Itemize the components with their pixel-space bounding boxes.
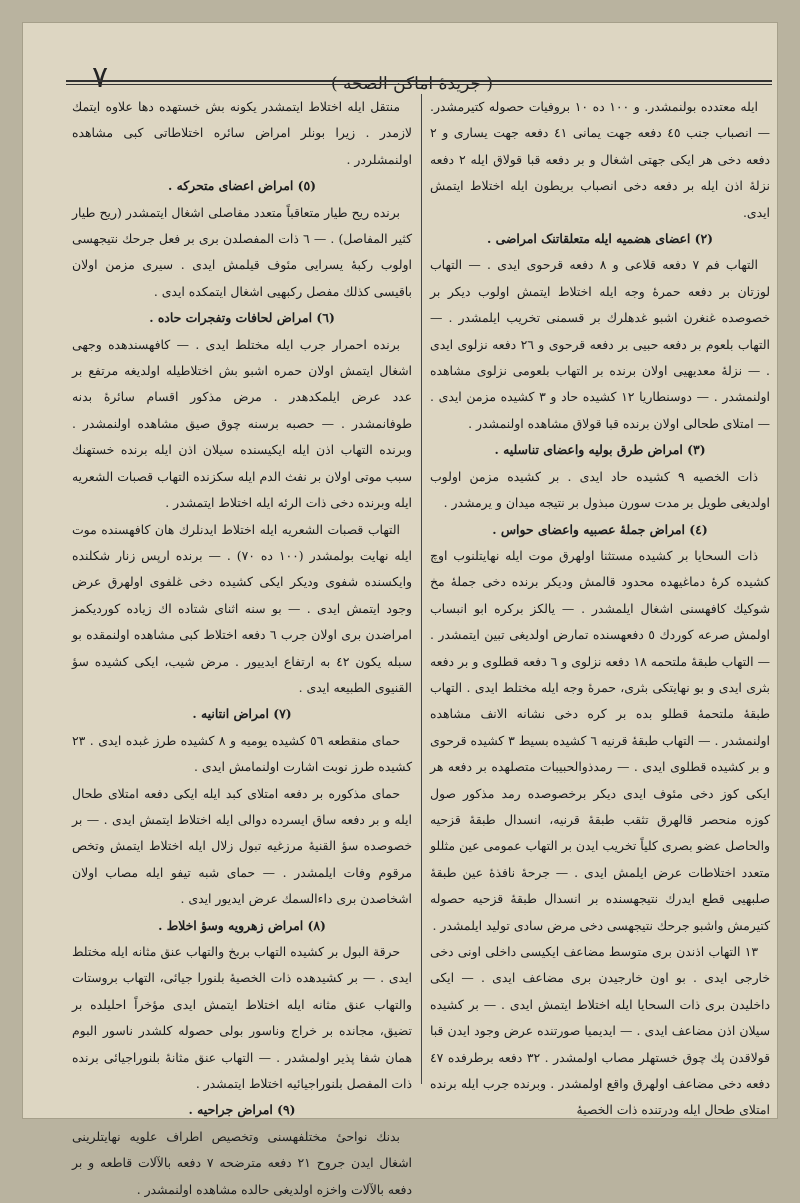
body-paragraph: حمای مذکوره بر دفعه امتلای کبد ایله ایکی دفعه امتلای طحال ایله و بر دفعه ساق ایسرده دوالی ایله اختلاط ایتمش ایدی . — بر خصوصده سؤ القنیهٔ مرزغیه تبول زلال ایله اختلاط ایتمش وتخص مرقوم وفات ایلمشدر . — حمای شبه تیفو ایله مصاب اولان اشخاصدن بری داءالسمك عرض ایدیور ایدی . (72, 785, 412, 907)
right-column (430, 94, 771, 1118)
header-rule (66, 80, 772, 85)
body-paragraph: ۱۳ التهاب اذندن بری متوسط مضاعف ایکیسی داخلی اونی دخی خارجی ایدی . بو اون خارجیدن بری مضاعف ایدی . — ایکی داخلیدن بری ذات السحایا ایله اختلاط ایتمش ایدی . — بر کشیده سیلان اذن مضاعف ایدی . — ایدیمیا صورتنده عرض وجود ایدن قبا قولاقدن پك چوق خستهلر مصاب اولمشدر . ۳۲ دفعه برطرفده ٤٧ دفعه دخی مضاعف اولهرق واقع اولمشدر . وبرنده جرب ایله برنده امتلای طحال ایله ودرتنده ذات الخصیهٔ (430, 944, 770, 1118)
body-paragraph: برنده احمرار جرب ایله مختلط ایدی . — کافهسندهده وجهی اشغال ایتمش اولان حمره اشبو بش اختلاطیله اولدیغه مرتفع بر عدد عرض ایلمکدهدر . مرض مذکور اقسام سائرهٔ بدنه طوفانمشدر . — حصبه برسنه چوق صیق مشاهده اولنمشدر . وبرنده التهاب اذن ایله ایکیسنده سیلان اذن ایله برنده خستهنك سبب موتی اولان بر نفث الدم ایله سکزنده التهاب قصبات الشعریه ایله وبرنده دخی ذات الرئه ایله اختلاط ایتمشدر . (72, 336, 412, 511)
left-column (72, 94, 413, 1197)
body-paragraph: ذات السحایا بر کشیده مستثنا اولهرق موت ایله نهایتلنوب اوچ کشیده کرهٔ دماغیهده محدود قالمش ودیکر برنده دخی جملهٔ مخ شوکیك کافهسنی اشغال ایلمشدر . — یالکز برکره ابو انبساب اولمش صرعه کوردك ٥ دفعهسنده تمارض اولدیغی تبین ایتمشدر . — التهاب طبقهٔ ملتحمه ۱۸ دفعه نزلوی و ٦ دفعه قطلوی و بر دفعه بثری ایدی و بو نهایتکی بثری، حمرهٔ وجه ایله مختلط ایدی . التهاب طبقهٔ ملتحمهٔ قطلو بده بر کره دخی نشانه الانف مشاهده اولنمشدر . — التهاب طبقهٔ قرنیه ٦ کشیده بسیط ۳ کشیده قرحوی و بر کشیده قطلوی ایدی . — رمدذوالحبیبات متصلهده بر دفعه هر ایکی کوز دخی مئوف ایدی دیکر برخصوصده رمد مذکور صول کوزه منحصر قالهرق تثقب طبقهٔ قرنیه، انسدال طبقهٔ قزحیه والحاصل عضو بصری کلیاً تخریب ایدن بر التهاب عمومی عین مثللو متعدد اختلاطات عرض ایلمش ایدی . — جرحهٔ نافذهٔ عین طبقهٔ صلبهیی قطع ایدرك نتیجهسنده بر انسدال طبقهٔ قزحیه حصوله کتیرمش واشبو جرحك نتیجهسی دخی مرض سادی تولید ایلمشدر . (430, 547, 770, 933)
column-divider (421, 94, 422, 1084)
running-title: ( جريدهٔ اماكن الصحه ) (330, 74, 494, 94)
section-heading: (۹) امراض جراحیه . (188, 1102, 296, 1118)
body-paragraph: برنده ریح طیار متعاقباً متعدد مفاصلی اشغال ایتمشدر (ریح طیار کثیر المفاصل) . — ٦ ذات المفصلدن بری بر فعل جرحك نتیجهسی اولوب رکبهٔ یسرایی مئوف قیلمش ایدی . سیری مزمن اولان باقیسی کذلك مفصل رکبهیی اشغال ایتمکده ایدی . (72, 204, 412, 299)
section-heading: (۷) امراض انتانیه . (192, 706, 292, 722)
section-heading: (٦) امراض لحافات وتفجرات حاده . (149, 310, 335, 326)
body-paragraph: بدنك نواحیٔ مختلفهسنی وتخصیص اطراف علویه نهایتلرینی اشغال ایدن جروح ۲۱ دفعه مترضحه ۷ دفعه بالآلات قاطعه و بر دفعه بالآلات واخزه اولدیغی حالده مشاهده اولنمشدر . (72, 1128, 412, 1197)
section-heading: (۲) اعضای هضمیه ایله متعلقاتنک امراضی . (486, 231, 714, 247)
page-number: ٧ (92, 60, 109, 95)
section-heading: (٥) امراض اعضای متحرکه . (167, 178, 317, 194)
body-paragraph: التهاب قصبات الشعریه ایله اختلاط ایدنلرك هان کافهسنده موت ایله نهایت بولمشدر (۱۰۰ ده ۷۰) . — برنده ارپس زنار شکلنده وایکسنده شفوی ودیکر ایکی کشیده دخی غلفوی اولهرق عرض وجود ایتمش ایدی . — بو سنه اثنای شتاده اك زیاده کوردیکمز امراضدن بری اولان جرب ٦ دفعه اختلاط کبی مشاهده اولنمقده بو سبله یکون ٤٢ به ارتفاع ایدییور . مرض شیب، ایکی کشیده سؤ القنیوی الطبیعه ایدی . (72, 521, 413, 695)
body-paragraph: التهاب فم ۷ دفعه قلاعی و ۸ دفعه قرحوی ایدی . — التهاب لوزتان بر دفعه حمرهٔ وجه ایله اختلاط ایتمش اولوب دیکر بر خصوصده غنغرن اشبو غدهلرك بر قسمنی تخریب ایلمشدر . — التهاب بلعوم بر دفعه حبیی بر دفعه قرحوی و ۲٦ دفعه نزلوی ایدی . — نزلهٔ معدیهیی اولان برنده بر التهاب بلعومی نزلوی مشاهده اولنمشدر . — دوسنطاریا ۱۲ کشیده حاد و ۳ کشیده مزمن ایدی . — امتلای طحالی اولان برنده قبا قولاق مشاهده اولنمشدر . (430, 257, 770, 431)
body-paragraph: ایله معتدده بولنمشدر. و ۱۰۰ ده ۱۰ بروفیات حصوله کتیرمشدر. — انصباب جنب ٤٥ دفعه جهت یمانی ٤١ دفعه جهت یساری و ۲ دفعه دخی هر ایکی جهتی اشغال و بر دفعه قبا قولاق ایله ۲ دفعه نزلهٔ اذن ایله بر دفعه دخی انصباب بریطون ایله اختلاط ایتمش ایدی. (430, 99, 771, 220)
section-heading: (٤) امراض جملهٔ عصبیه واعضای حواس . (492, 521, 708, 537)
body-paragraph: حرقة البول بر کشیده التهاب بربخ والتهاب عنق مثانه ایله مختلط ایدی . — بر کشیدهده ذات الخصیهٔ بلنورا جیائی، التهاب بروستات والتهاب عنق مثانه ایله اختلاط ایتمش ایدی مؤخراً احلیلده بر تضیق، مجانده بر خراج وناسور بولی حصوله کلشدر ناسور البوم همان شفا پذیر اولمشدر . — التهاب عنق مثانهٔ بلنوراجیائی برنده ذات المفصل بلنوراجیائیه اختلاط ایتمشدر . (72, 944, 412, 1092)
body-paragraph: منتقل ایله اختلاط ایتمشدر یکونه بش خستهده دها علاوه ایتمك لازمدر . زیرا بونلر امراض سائره اختلاطاتی کبی مشاهده اولنمشلردر . (72, 99, 412, 167)
body-paragraph: حمای منقطعه ٥٦ کشیده یومیه و ۸ کشیده طرز غبده ایدی . ۲۳ کشیده طرز نوبت اشارت اولنمامش ایدی . (72, 732, 412, 775)
section-heading: (۸) امراض زهرویه وسؤ اخلاط . (158, 917, 326, 933)
body-paragraph: ذات الخصیه ۹ کشیده حاد ایدی . بر کشیده مزمن اولوب اولدیغی طویل بر مدت سورن مبذول بر نتیجه میدان و یرمشدر . (430, 468, 770, 511)
section-heading: (۳) امراض طرق بولیه واعضای تناسلیه . (494, 442, 706, 458)
